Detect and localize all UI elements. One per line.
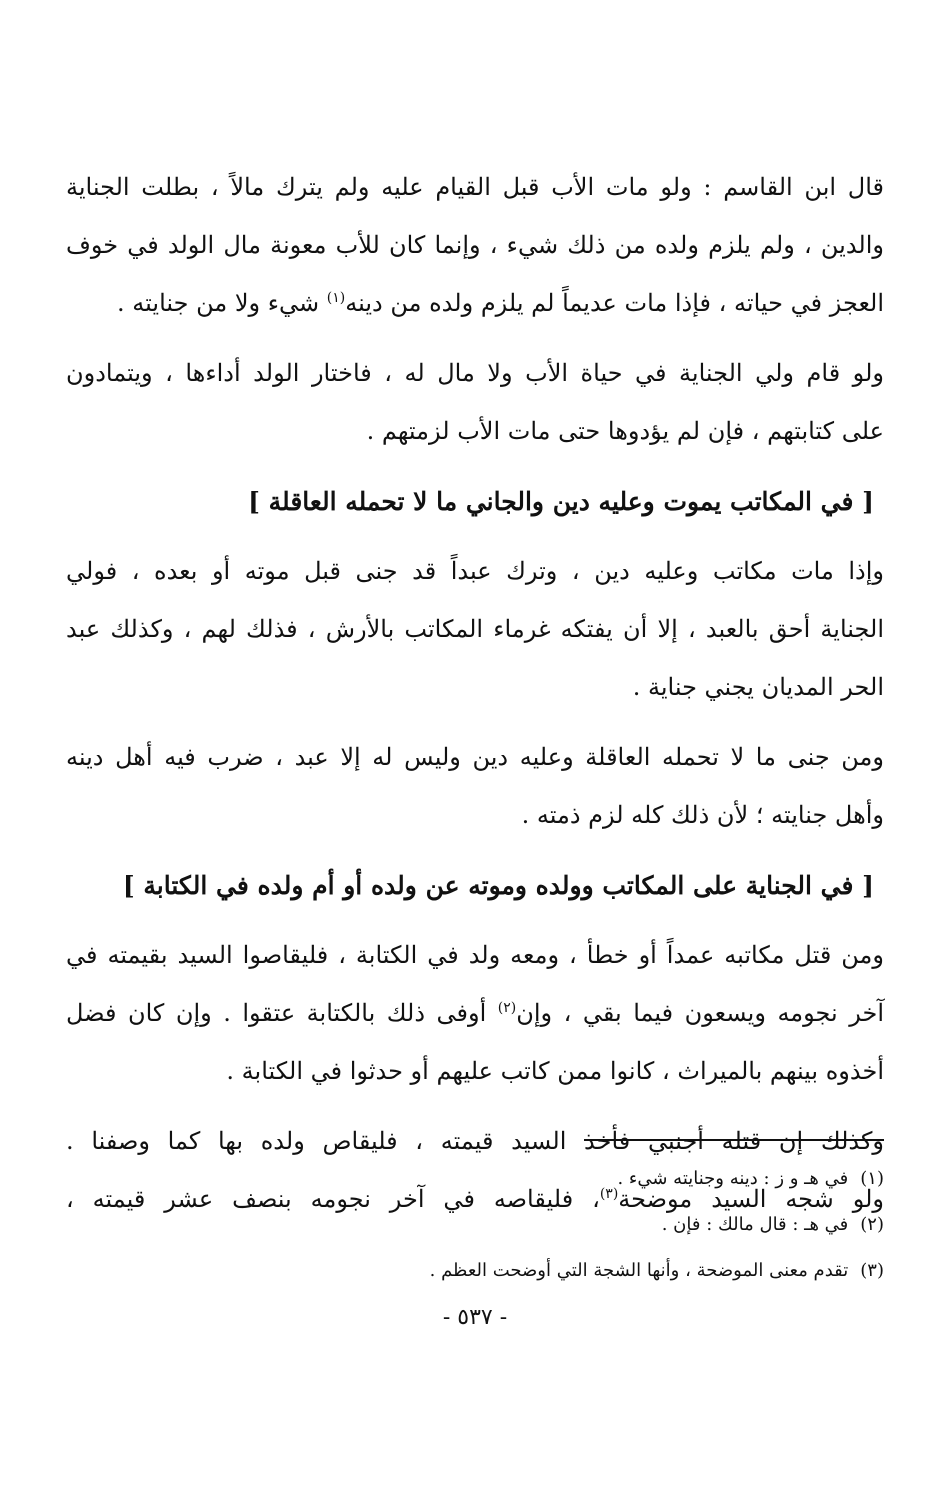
text-line: وكذلك إن قتله أجنبي فأخذ السيد قيمته ، فليقاص ولده بها كما وصفنا . (66, 1127, 884, 1155)
paragraph-3 (66, 542, 884, 716)
text-line: قال ابن القاسم : ولو مات الأب قبل القيام عليه ولم يترك مالاً ، بطلت الجناية (66, 173, 884, 201)
text-line: الجناية أحق بالعبد ، إلا أن يفتكه غرماء المكاتب بالأرش ، فذلك لهم ، وكذلك عبد (66, 615, 884, 643)
text-fragment: العجز في حياته ، فإذا مات عديماً لم يلزم ولده من دينه (345, 289, 884, 317)
text-line: وأهل جنايته ؛ لأن ذلك كله لزم ذمته . (521, 801, 884, 829)
footnote-marker[interactable]: (٣) (599, 1186, 619, 1202)
section-heading-1: [ في المكاتب يموت وعليه دين والجاني ما لا تحمله العاقلة ] (248, 487, 874, 516)
text-fragment: شيء ولا من جنايته . (117, 289, 320, 317)
text-fragment: آخر نجومه ويسعون فيما بقي ، وإن (516, 999, 884, 1027)
footnote-item (66, 1202, 884, 1248)
text-line (66, 984, 884, 1042)
text-fragment: أوفى ذلك بالكتابة عتقوا . وإن كان فضل (66, 999, 487, 1027)
text-line (66, 274, 884, 332)
text-line: وإذا مات مكاتب وعليه دين ، وترك عبداً قد جنى قبل موته أو بعده ، فولي (66, 557, 884, 585)
footnote-item (66, 1156, 884, 1202)
text-line: ومن قتل مكاتبه عمداً أو خطأ ، ومعه ولد في الكتابة ، فليقاصوا السيد بقيمته في (66, 941, 884, 969)
footnote-text: في هـ : قال مالك : فإن . (661, 1214, 849, 1235)
main-text (66, 158, 884, 1228)
footnote-text: تقدم معنى الموضحة ، وأنها الشجة التي أوضحت العظم . (429, 1260, 849, 1281)
text-line: ومن جنى ما لا تحمله العاقلة وعليه دين وليس له إلا عبد ، ضرب فيه أهل دينه (66, 743, 884, 771)
text-line: على كتابتهم ، فإن لم يؤدوها حتى مات الأب لزمتهم . (366, 417, 884, 445)
page-number: - ٥٣٧ - (442, 1305, 508, 1330)
paragraph-1 (66, 158, 884, 332)
footnote-text: في هـ و ز : دينه وجنايته شيء . (617, 1168, 849, 1189)
text-line: والدين ، ولم يلزم ولده من ذلك شيء ، وإنما كان للأب معونة مال الولد في خوف (66, 231, 884, 259)
text-fragment: ولو شجه السيد موضحة (618, 1185, 884, 1213)
footnotes (66, 1156, 884, 1294)
paragraph-4 (66, 728, 884, 844)
footnote-number: (٣) (860, 1260, 884, 1281)
text-fragment: ، فليقاصه في آخر نجومه بنصف عشر قيمته ، (66, 1185, 600, 1213)
text-line: ولو قام ولي الجناية في حياة الأب ولا مال له ، فاختار الولد أداءها ، ويتمادون (66, 359, 884, 387)
text-line: الحر المديان يجني جناية . (632, 673, 884, 701)
footnote-divider (584, 1139, 884, 1141)
footnote-marker[interactable]: (٢) (497, 1000, 517, 1016)
footnote-item (66, 1248, 884, 1294)
footnote-number: (١) (860, 1168, 884, 1189)
footnote-marker[interactable]: (١) (326, 290, 346, 306)
footnote-number: (٢) (860, 1214, 884, 1235)
section-heading-2: [ في الجناية على المكاتب وولده وموته عن ولده أو أم ولده في الكتابة ] (122, 871, 874, 900)
text-line: أخذوه بينهم بالميراث ، كانوا ممن كاتب عليهم أو حدثوا في الكتابة . (226, 1057, 884, 1085)
paragraph-2 (66, 344, 884, 460)
paragraph-5 (66, 926, 884, 1100)
